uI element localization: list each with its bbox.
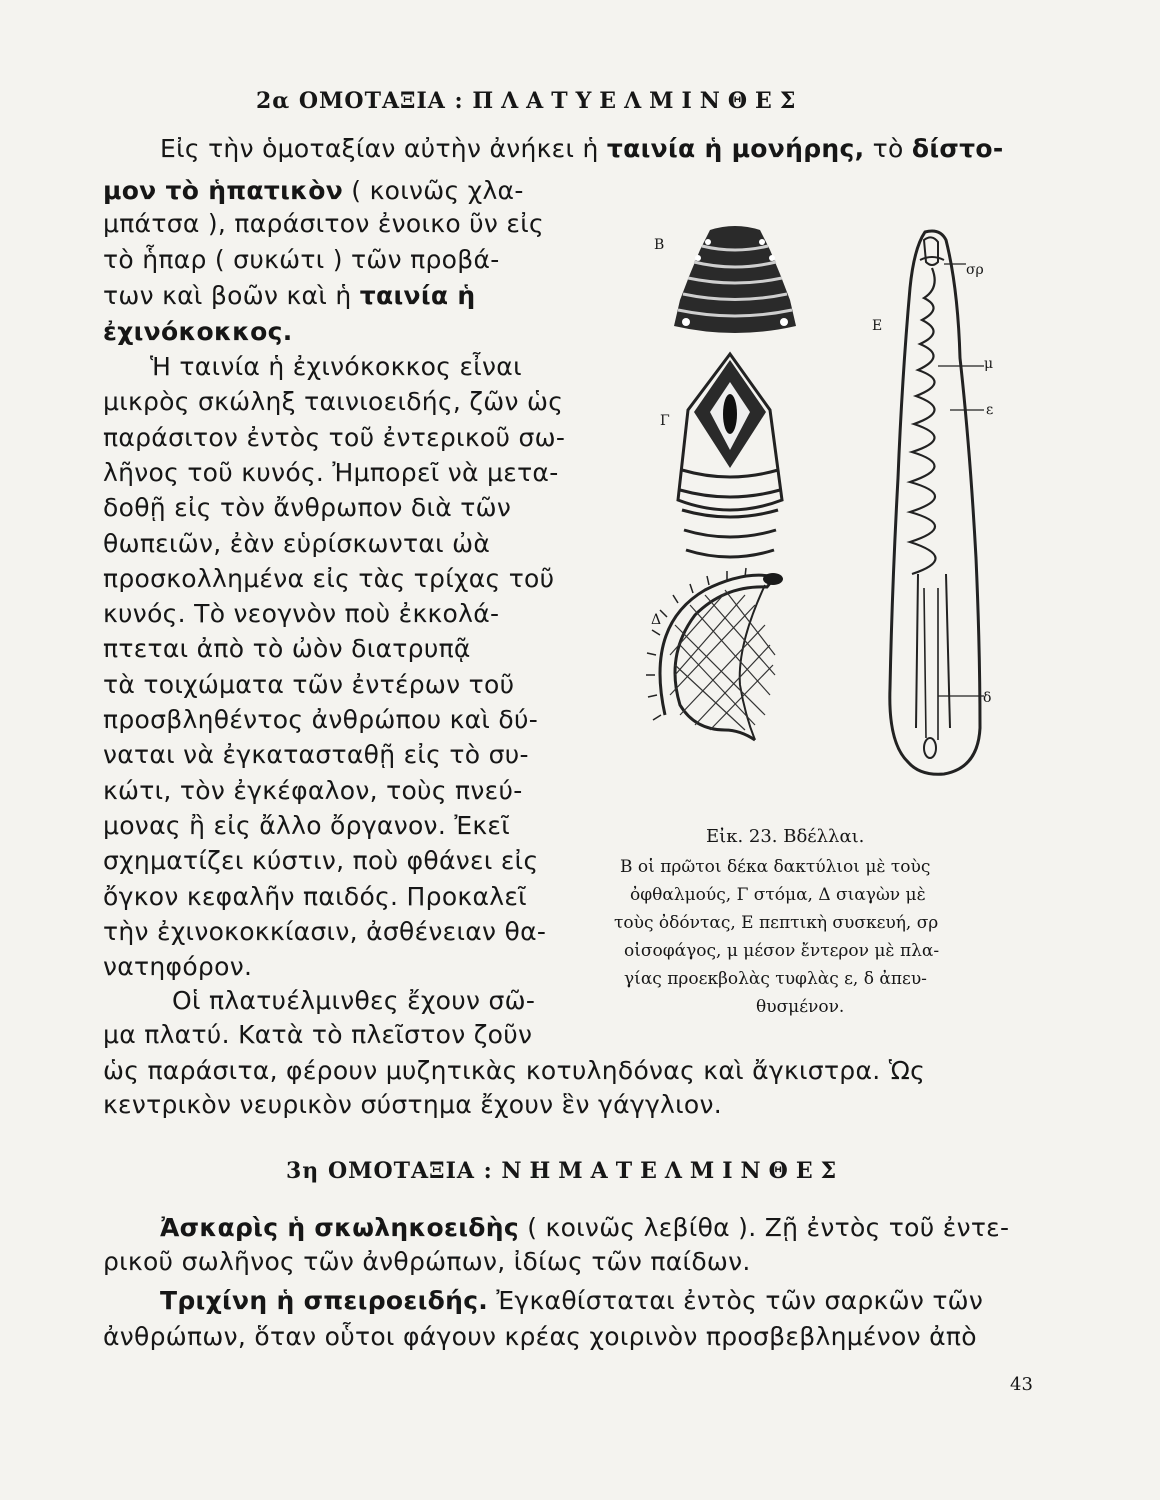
para2-line-16: ὄγκον κεφαλῆν παιδός. Προκαλεῖ [103, 882, 527, 911]
para2-line-18: νατηφόρον. [103, 952, 253, 981]
para2-line-9: πτεται ἀπὸ τὸ ὠὸν διατρυπᾷ [103, 634, 471, 663]
fig-label-e: Ε [872, 318, 883, 334]
para2-line-12: ναται νὰ ἐγκατασταθῇ εἰς τὸ συ- [103, 740, 529, 769]
para2-line-15: σχηματίζει κύστιν, ποὺ φθάνει εἰς [103, 846, 539, 875]
para3-line-4: κεντρικὸν νευρικὸν σύστημα ἔχουν ἓν γάγγλιον. [103, 1090, 723, 1119]
figure-caption-line-1: Β οἱ πρῶτοι δέκα δακτύλιοι μὲ τοὺς [620, 857, 931, 877]
fig-label-delta: δ [983, 690, 992, 706]
fig-label-g: Γ [660, 413, 670, 429]
term-distomum: δίστο- [911, 134, 1004, 163]
para2-line-4: λῆνος τοῦ κυνός. Ἠμπορεῖ νὰ μετα- [103, 458, 559, 487]
para2-line-13: κώτι, τὸν ἐγκέφαλον, τοὺς πνεύ- [103, 776, 523, 805]
para1-line-4: τὸ ἧπαρ ( συκώτι ) τῶν προβά- [103, 245, 500, 274]
page-number: 43 [1010, 1374, 1033, 1395]
para2-line-11: προσβληθέντος ἀνθρώπου καὶ δύ- [103, 705, 539, 734]
figure-caption-line-2: ὀφθαλμούς, Γ στόμα, Δ σιαγὼν μὲ [630, 885, 926, 905]
para2-line-8: κυνός. Τὸ νεογνὸν ποὺ ἐκκολά- [103, 599, 500, 628]
para2-line-6: θωπειῶν, ἐὰν εὑρίσκωνται ὠὰ [103, 529, 491, 558]
text: των καὶ βοῶν καὶ ἡ [103, 281, 352, 310]
term-distomum-hepaticum: μον τὸ ἡπατικὸν [103, 176, 344, 205]
term-trichinella: Τριχίνη ἡ σπειροειδής. [160, 1286, 489, 1315]
heading-prefix: 2α ΟΜΟΤΑΞΙΑ : [256, 88, 464, 114]
para2-line-5: δοθῇ εἰς τὸν ἄνθρωπον διὰ τῶν [103, 493, 512, 522]
text: τὸ [872, 134, 904, 163]
para3-line-1: Οἱ πλατυέλμινθες ἔχουν σῶ- [172, 986, 536, 1015]
para4-line-2: ρικοῦ σωλῆνος τῶν ἀνθρώπων, ἰδίως τῶν παίδων. [103, 1247, 751, 1276]
para2-line-14: μονας ἢ εἰς ἄλλο ὄργανον. Ἐκεῖ [103, 811, 510, 840]
para2-line-10: τὰ τοιχώματα τῶν ἐντέρων τοῦ [103, 670, 515, 699]
para2-line-17: τὴν ἐχινοκοκκίασιν, ἀσθένειαν θα- [103, 917, 547, 946]
para2-line-2: μικρὸς σκώληξ ταινιοειδής, ζῶν ὡς [103, 387, 564, 416]
figure-caption-line-5: γίας προεκβολὰς τυφλὰς ε, δ ἀπευ- [624, 969, 927, 989]
leech-anterior-rings-illustration [650, 222, 820, 342]
heading-prefix: 3η ΟΜΟΤΑΞΙΑ : [286, 1158, 493, 1184]
para1-line-1 [160, 134, 1004, 164]
fig-label-sp: σρ [966, 262, 984, 278]
section-heading-platyhelminthes [256, 88, 803, 114]
leech-digestive-system-illustration [880, 228, 990, 780]
para2-line-7: προσκολλημένα εἰς τὰς τρίχας τοῦ [103, 564, 555, 593]
leech-jaw-illustration [645, 565, 820, 755]
heading-word: ΝΗΜΑΤΕΛΜΙΝΘΕΣ [501, 1158, 845, 1184]
para1-line-3: μπάτσα ), παράσιτον ἐνοικο ῦν εἰς [103, 209, 544, 238]
text: Ἐγκαθίσταται ἐντὸς τῶν σαρκῶν τῶν [496, 1286, 984, 1315]
heading-word: ΠΛΑΤΥΕΛΜΙΝΘΕΣ [472, 88, 804, 114]
figure-caption-line-4: οἰσοφάγος, μ μέσον ἔντερον μὲ πλα- [624, 941, 940, 961]
para1-line-5 [103, 281, 475, 311]
para1-line-2 [103, 176, 524, 206]
figure-caption-line-3: τοὺς ὀδόντας, Ε πεπτικὴ συσκευή, σρ [614, 913, 939, 933]
text: ( κοινῶς χλα- [351, 176, 524, 205]
para3-line-3: ὡς παράσιτα, φέρουν μυζητικὰς κοτυληδόνας καὶ ἄγκιστρα. Ὡς [103, 1056, 926, 1085]
fig-label-mu: μ [984, 356, 994, 372]
para2-line-3: παράσιτον ἐντὸς τοῦ ἐντερικοῦ σω- [103, 423, 566, 452]
para2-line-1: Ἡ ταινία ἡ ἐχινόκοκκος εἶναι [150, 352, 522, 381]
term-ascaris: Ἀσκαρὶς ἡ σκωληκοειδὴς [160, 1213, 519, 1242]
figure-caption-title: Εἰκ. 23. Βδέλλαι. [706, 826, 865, 847]
term-taenia: ταινία ἡ [359, 281, 476, 310]
para4-line-1 [160, 1213, 1009, 1243]
term-taenia-solium: ταινία ἡ μονήρης, [606, 134, 865, 163]
fig-label-eps: ε [986, 402, 994, 418]
text: Εἰς τὴν ὁμοταξίαν αὐτὴν ἀνήκει ἡ [160, 134, 599, 163]
fig-label-b: Β [654, 237, 665, 253]
figure-caption-line-6: θυσμένον. [756, 997, 845, 1017]
leech-mouth-illustration [670, 350, 790, 570]
section-heading-nematelminthes [286, 1158, 844, 1184]
text: ( κοινῶς λεβίθα ). Ζῇ ἐντὸς τοῦ ἐντε- [527, 1213, 1010, 1242]
para1-line-6: ἐχινόκοκκος. [103, 317, 293, 346]
para4-line-4: ἀνθρώπων, ὅταν οὗτοι φάγουν κρέας χοιρινὸν προσβεβλημένον ἀπὸ [103, 1322, 977, 1351]
fig-label-d: Δ [651, 612, 662, 628]
para3-line-2: μα πλατύ. Κατὰ τὸ πλεῖστον ζοῦν [103, 1020, 533, 1049]
para4-line-3 [160, 1286, 983, 1316]
